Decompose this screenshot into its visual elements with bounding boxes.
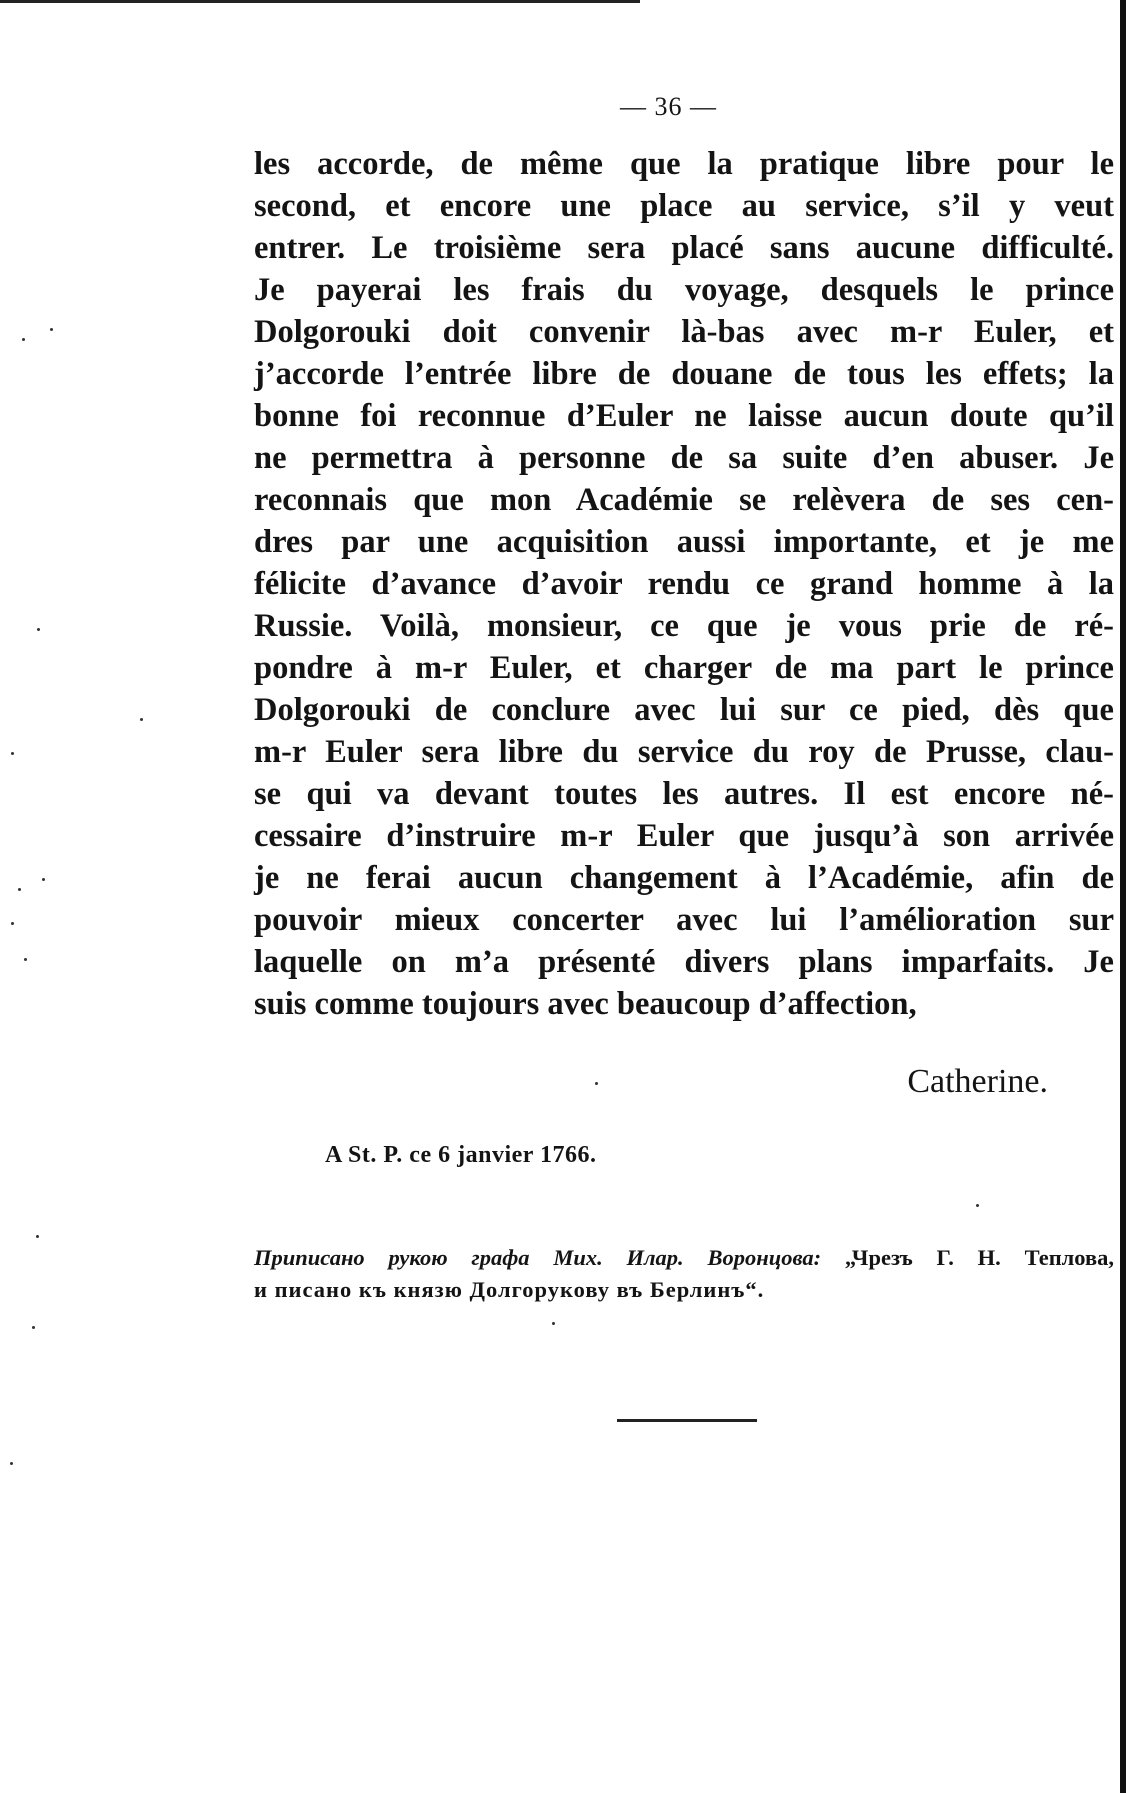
letter-line: m-r Euler sera libre du service du roy de Prusse, clau- (254, 734, 1114, 770)
scan-speck (37, 628, 40, 631)
top-edge-rule (0, 0, 640, 3)
scan-speck (11, 922, 14, 925)
letter-line: second, et encore une place au service, s’il y veut (254, 188, 1114, 224)
footnote-line-1 (254, 1242, 1114, 1274)
letter-line: félicite d’avance d’avoir rendu ce grand homme à la (254, 566, 1114, 602)
letter-line: reconnais que mon Académie se relèvera de ses cen- (254, 482, 1114, 518)
scan-speck (552, 1322, 555, 1325)
letter-body (254, 143, 1114, 1025)
letter-line: se qui va devant toutes les autres. Il est encore né- (254, 776, 1114, 812)
page-right-edge (1120, 0, 1126, 1793)
letter-line: bonne foi reconnue d’Euler ne laisse aucun doute qu’il (254, 398, 1114, 434)
signature: Catherine. (907, 1063, 1048, 1100)
letter-line: j’accorde l’entrée libre de douane de tous les effets; la (254, 356, 1114, 392)
letter-line: Dolgorouki de conclure avec lui sur ce pied, dès que (254, 692, 1114, 728)
scan-speck (50, 328, 53, 331)
letter-line: les accorde, de même que la pratique libre pour le (254, 146, 1114, 182)
letter-line: Je payerai les frais du voyage, desquels le prince (254, 272, 1114, 308)
scan-speck (976, 1204, 979, 1207)
letter-line: laquelle on m’a présenté divers plans imparfaits. Je (254, 944, 1114, 980)
dateline: A St. P. ce 6 janvier 1766. (325, 1142, 597, 1168)
letter-line: pouvoir mieux concerter avec lui l’amélioration sur (254, 902, 1114, 938)
scan-speck (595, 1082, 598, 1085)
scan-speck (10, 1462, 13, 1465)
scan-speck (24, 958, 27, 961)
scan-speck (32, 1326, 35, 1329)
letter-line: ne permettra à personne de sa suite d’en abuser. Je (254, 440, 1114, 476)
letter-line: Russie. Voilà, monsieur, ce que je vous prie de ré- (254, 608, 1114, 644)
letter-line: je ne ferai aucun changement à l’Académie, afin de (254, 860, 1114, 896)
footnote-line-2: и писано къ князю Долгорукову въ Берлинъ“. (254, 1277, 765, 1302)
letter-line: cessaire d’instruire m-r Euler que jusqu’à son arrivée (254, 818, 1114, 854)
scan-speck (42, 878, 45, 881)
letter-line: Dolgorouki doit convenir là-bas avec m-r Euler, et (254, 314, 1114, 350)
scan-speck (18, 888, 21, 891)
letter-line: pondre à m-r Euler, et charger de ma part le prince (254, 650, 1114, 686)
footnote-attribution: Приписано рукою графа Мих. Илар. Воронцова: (254, 1245, 822, 1270)
scan-speck (36, 1235, 39, 1238)
scan-speck (11, 752, 14, 755)
letter-line: entrer. Le troisième sera placé sans aucune difficulté. (254, 230, 1114, 266)
scan-speck (140, 718, 143, 721)
footnote-quote: „Чрезъ Г. Н. Теплова, (844, 1245, 1115, 1270)
scan-speck (22, 338, 25, 341)
page-number: — 36 — (620, 92, 717, 121)
letter-line: suis comme toujours avec beaucoup d’affection, (254, 986, 917, 1022)
letter-line: dres par une acquisition aussi importante, et je me (254, 524, 1114, 560)
footnote (254, 1242, 1114, 1306)
end-rule (617, 1419, 757, 1422)
